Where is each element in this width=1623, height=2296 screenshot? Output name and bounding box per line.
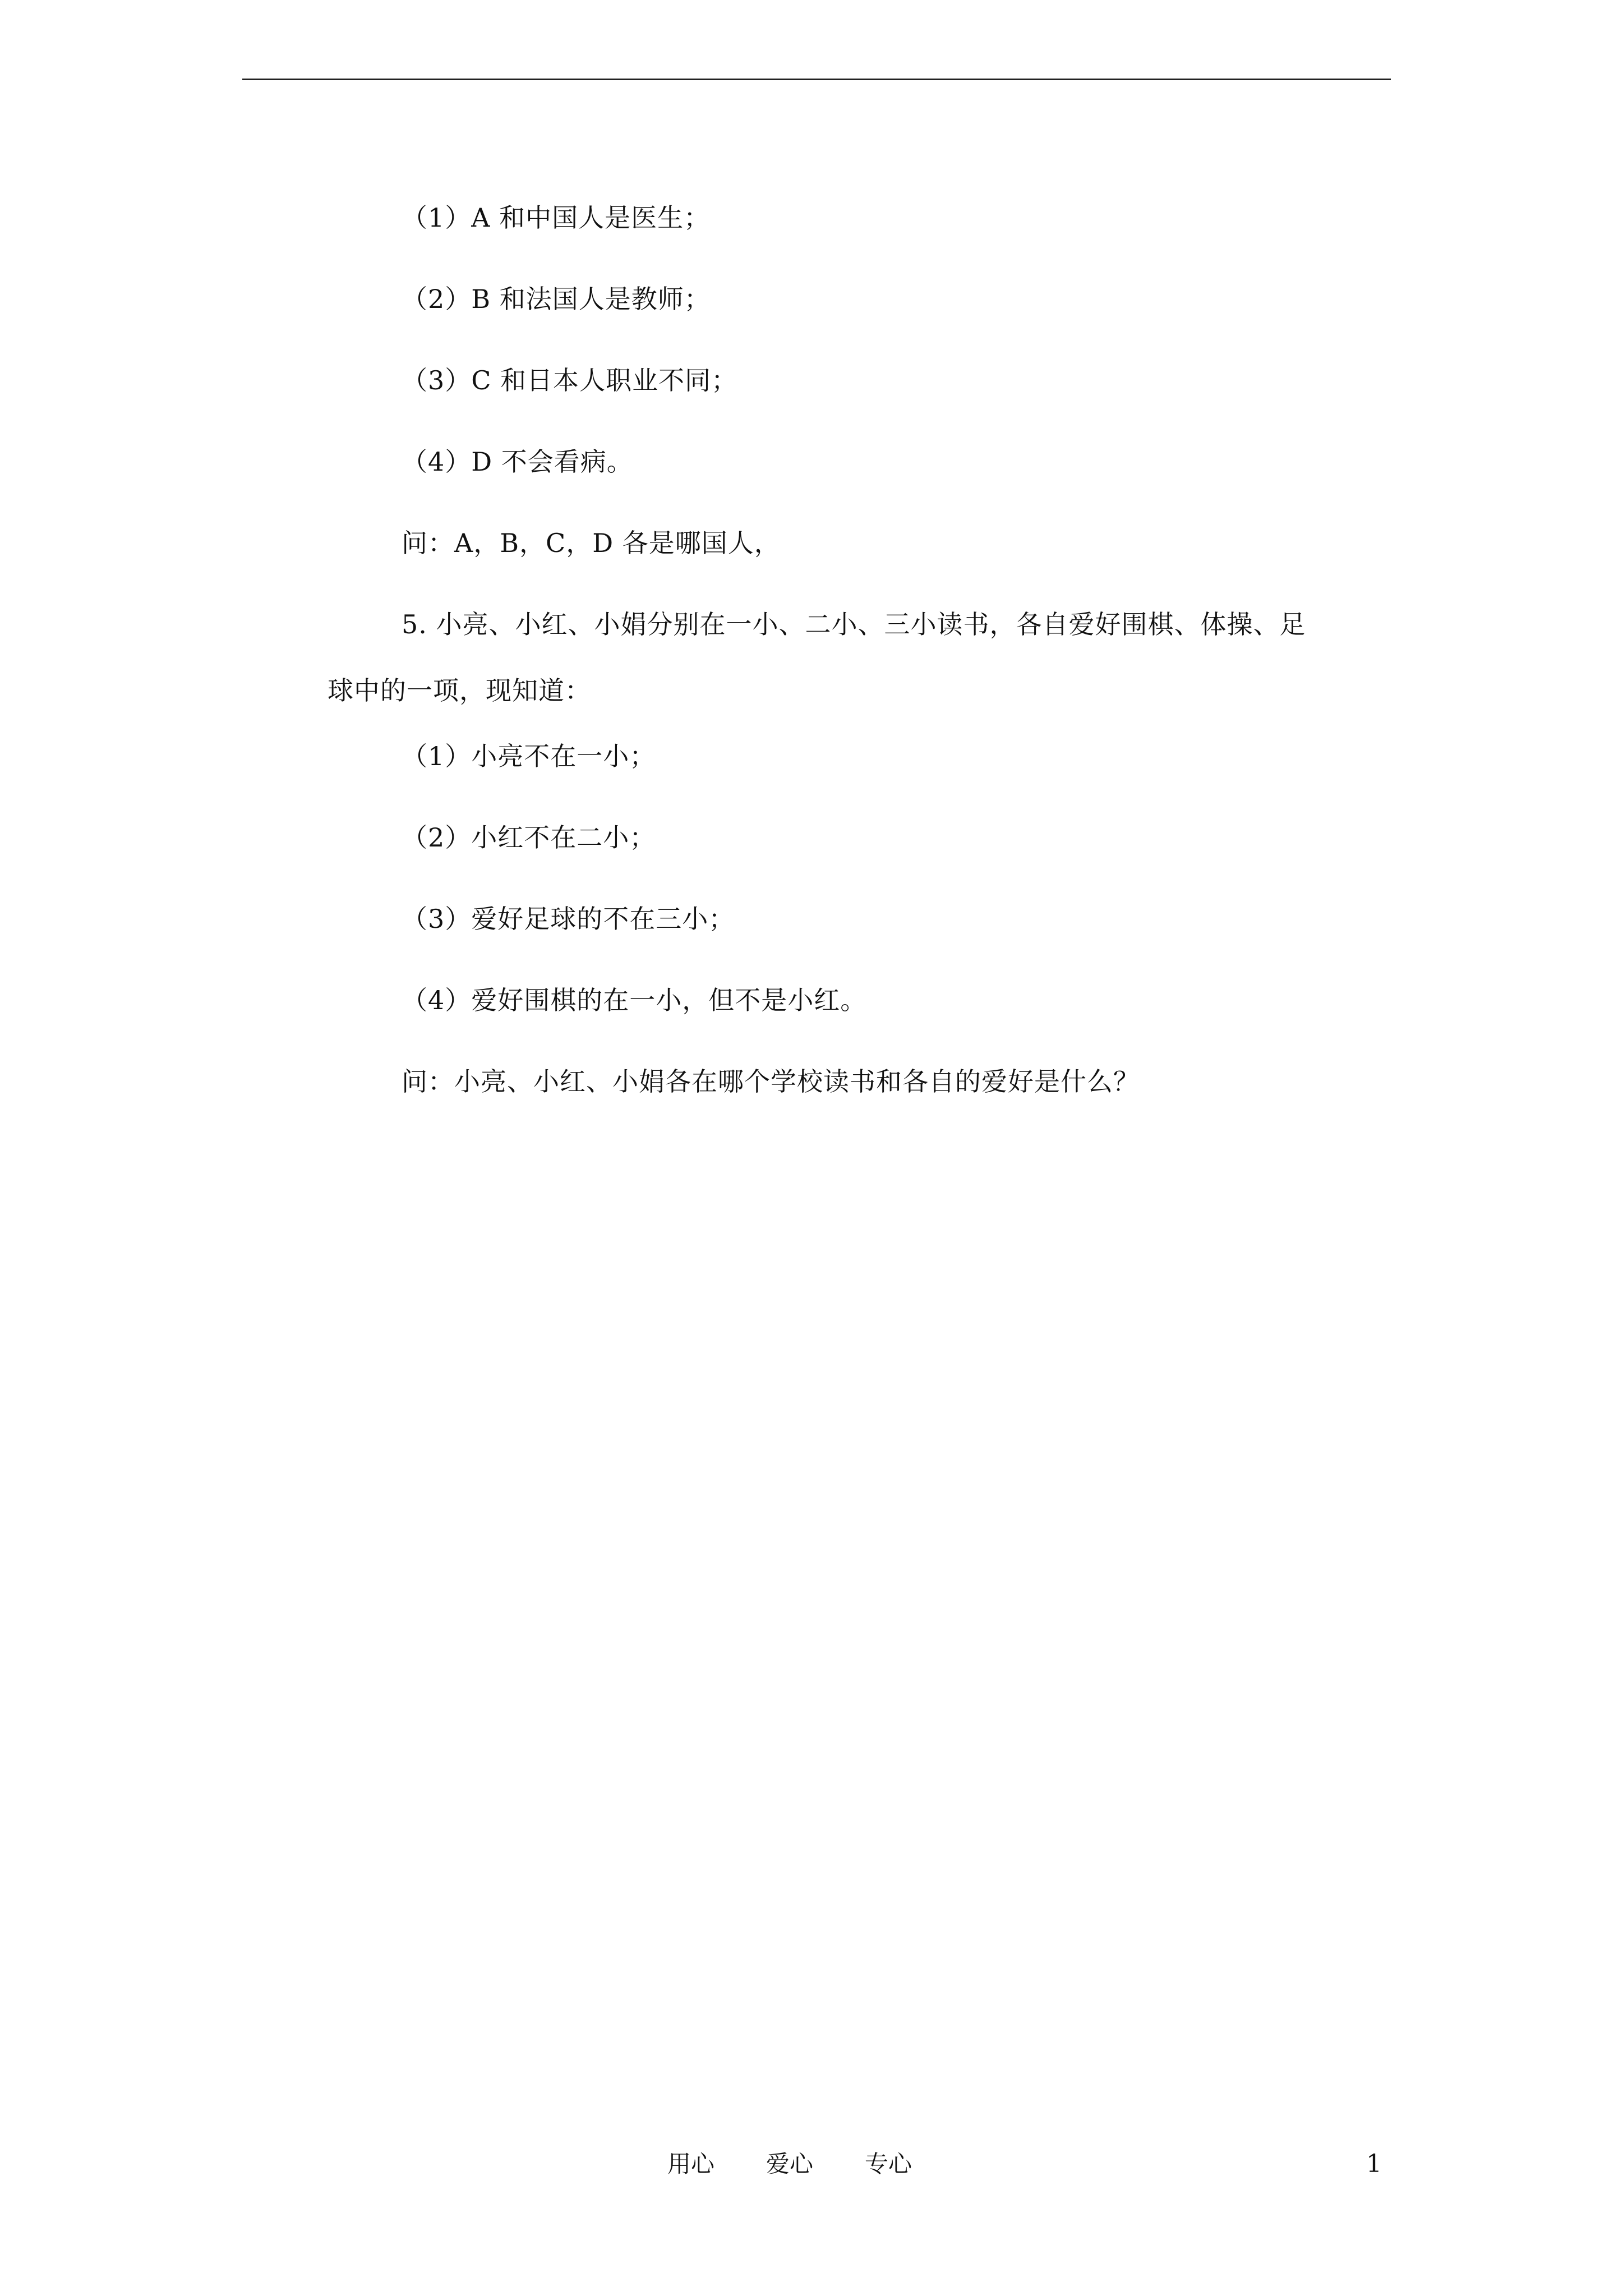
problem-5-line-2: 球中的一项，现知道： <box>328 675 591 706</box>
problem-5-statement <box>328 608 1393 707</box>
problem-5-condition-2: （2）小红不在二小； <box>402 822 656 853</box>
condition-3: （3）C 和日本人职业不同； <box>402 365 738 395</box>
condition-2: （2）B 和法国人是教师； <box>402 284 711 314</box>
footer-mottos <box>667 2148 912 2180</box>
page-number: 1 <box>1366 2150 1382 2178</box>
condition-1: （1）A 和中国人是医生； <box>402 203 711 233</box>
footer-motto: 用心 <box>667 2150 715 2178</box>
question-nationality: 问：A，B，C，D 各是哪国人， <box>402 528 781 558</box>
problem-5-question: 问：小亮、小红、小娟各在哪个学校读书和各自的爱好是什么？ <box>402 1066 1140 1097</box>
problem-5-line-1: 5. 小亮、小红、小娟分别在一小、二小、三小读书，各自爱好围棋、体操、足 <box>402 609 1306 639</box>
problem-5-condition-1: （1）小亮不在一小； <box>402 741 656 771</box>
problem-5-condition-3: （3）爱好足球的不在三小； <box>402 904 735 934</box>
condition-4: （4）D 不会看病。 <box>402 447 633 477</box>
header-rule <box>242 79 1391 80</box>
problem-5-condition-4: （4）爱好围棋的在一小，但不是小红。 <box>402 985 867 1015</box>
footer-motto: 爱心 <box>766 2150 814 2178</box>
footer-motto: 专心 <box>865 2150 912 2178</box>
